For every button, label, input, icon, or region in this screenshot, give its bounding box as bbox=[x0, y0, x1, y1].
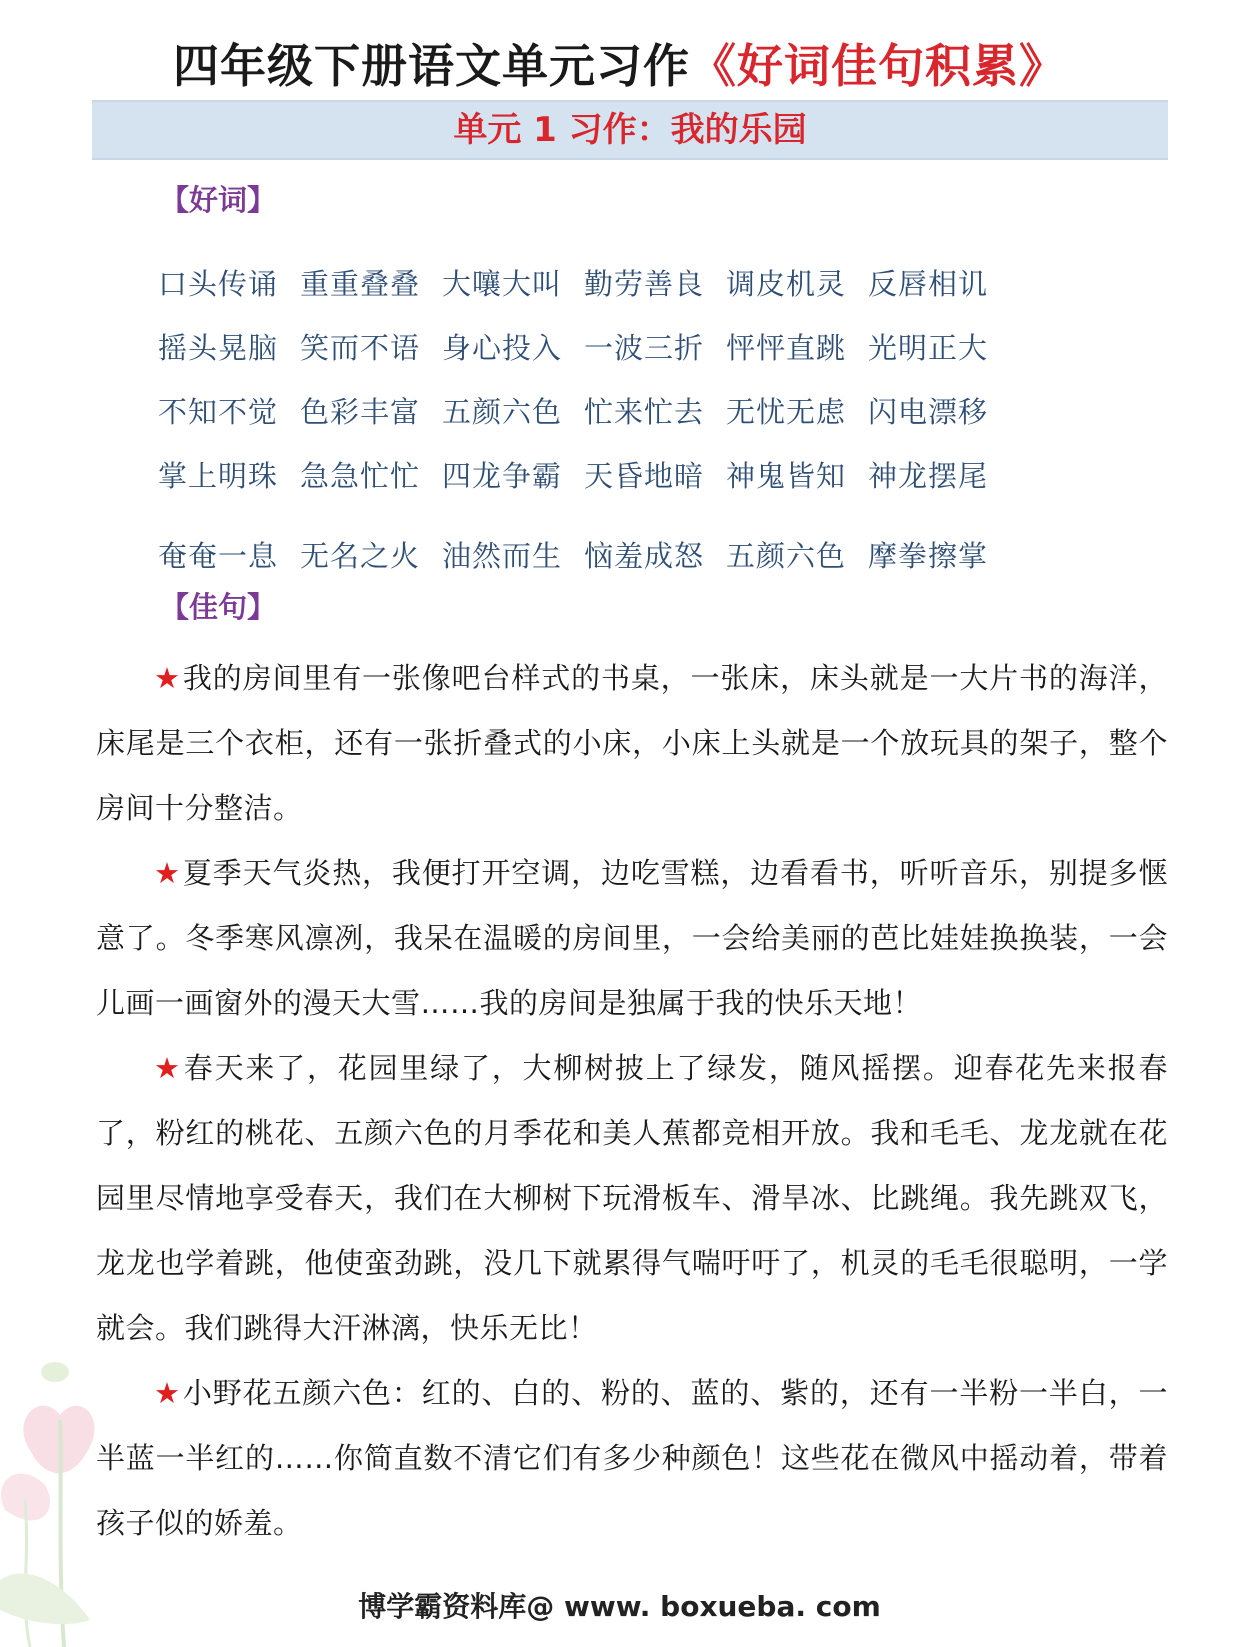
sentence-paragraph bbox=[96, 841, 1168, 1036]
word-item: 笑而不语 bbox=[300, 330, 421, 365]
page-title-highlight: 《好词佳句积累》 bbox=[690, 39, 1066, 93]
good-words-heading: 【好词】 bbox=[160, 183, 277, 217]
word-item: 不知不觉 bbox=[158, 394, 279, 429]
word-item: 恼羞成怒 bbox=[584, 538, 705, 573]
sentence-text: 春天来了，花园里绿了，大柳树披上了绿发，随风摇摆。迎春花先来报春了，粉红的桃花、五颜六色的月季花和美人蕉都竞相开放。我和毛毛、龙龙就在花园里尽情地享受春天，我们在大柳树下玩滑板车、滑旱冰、比跳绳。我先跳双飞，龙龙也学着跳，他使蛮劲跳，没几下就累得气喘吁吁了，机灵的毛毛很聪明，一学就会。我们跳得大汗淋漓，快乐无比！ bbox=[96, 1051, 1168, 1345]
word-row bbox=[158, 250, 1058, 314]
word-item: 怦怦直跳 bbox=[726, 330, 847, 365]
word-item: 大嚷大叫 bbox=[442, 266, 563, 301]
word-row bbox=[158, 314, 1058, 378]
word-item: 五颜六色 bbox=[442, 394, 563, 429]
word-item: 口头传诵 bbox=[158, 266, 279, 301]
star-icon: ★ bbox=[154, 1376, 181, 1410]
word-row bbox=[158, 378, 1058, 442]
word-item: 掌上明珠 bbox=[158, 458, 279, 493]
word-item: 神鬼皆知 bbox=[726, 458, 847, 493]
word-item: 天昏地暗 bbox=[584, 458, 705, 493]
good-sentences-list bbox=[96, 646, 1168, 1556]
word-item: 调皮机灵 bbox=[726, 266, 847, 301]
sentence-text: 我的房间里有一张像吧台样式的书桌，一张床，床头就是一大片书的海洋，床尾是三个衣柜，还有一张折叠式的小床，小床上头就是一个放玩具的架子，整个房间十分整洁。 bbox=[96, 661, 1168, 825]
word-item: 摇头晃脑 bbox=[158, 330, 279, 365]
sentence-paragraph bbox=[96, 1036, 1168, 1361]
star-icon: ★ bbox=[154, 856, 181, 890]
sentence-text: 小野花五颜六色：红的、白的、粉的、蓝的、紫的，还有一半粉一半白，一半蓝一半红的……你简直数不清它们有多少种颜色！这些花在微风中摇动着，带着孩子似的娇羞。 bbox=[96, 1376, 1168, 1540]
word-item: 身心投入 bbox=[442, 330, 563, 365]
sentence-text: 夏季天气炎热，我便打开空调，边吃雪糕，边看看书，听听音乐，别提多惬意了。冬季寒风凛冽，我呆在温暖的房间里，一会给美丽的芭比娃娃换换装，一会儿画一画窗外的漫天大雪……我的房间是独属于我的快乐天地！ bbox=[96, 856, 1168, 1020]
page-title bbox=[0, 30, 1239, 96]
word-item: 忙来忙去 bbox=[584, 394, 705, 429]
word-item: 光明正大 bbox=[868, 330, 989, 365]
word-item: 五颜六色 bbox=[726, 538, 847, 573]
good-sentences-heading: 【佳句】 bbox=[160, 590, 277, 624]
word-item: 反唇相讥 bbox=[868, 266, 989, 301]
word-item: 急急忙忙 bbox=[300, 458, 421, 493]
good-words-grid bbox=[158, 250, 1058, 586]
word-item: 奄奄一息 bbox=[158, 538, 279, 573]
word-item: 四龙争霸 bbox=[442, 458, 563, 493]
star-icon: ★ bbox=[154, 1051, 182, 1085]
word-item: 闪电漂移 bbox=[868, 394, 989, 429]
word-item: 勤劳善良 bbox=[584, 266, 705, 301]
star-icon: ★ bbox=[154, 661, 181, 695]
word-row bbox=[158, 522, 1058, 586]
word-item: 重重叠叠 bbox=[300, 266, 421, 301]
footer-watermark: 博学霸资料库@ www. boxueba. com bbox=[358, 1590, 881, 1623]
word-item: 无名之火 bbox=[300, 538, 421, 573]
word-row bbox=[158, 442, 1058, 506]
word-item: 摩拳擦掌 bbox=[868, 538, 989, 573]
sentence-paragraph bbox=[96, 1361, 1168, 1556]
word-item: 神龙摆尾 bbox=[868, 458, 989, 493]
word-item: 无忧无虑 bbox=[726, 394, 847, 429]
word-item: 油然而生 bbox=[442, 538, 563, 573]
sentence-paragraph bbox=[96, 646, 1168, 841]
unit-banner: 单元 1 习作：我的乐园 bbox=[92, 100, 1168, 160]
word-item: 色彩丰富 bbox=[300, 394, 421, 429]
word-item: 一波三折 bbox=[584, 330, 705, 365]
page-title-main: 四年级下册语文单元习作 bbox=[173, 39, 690, 93]
